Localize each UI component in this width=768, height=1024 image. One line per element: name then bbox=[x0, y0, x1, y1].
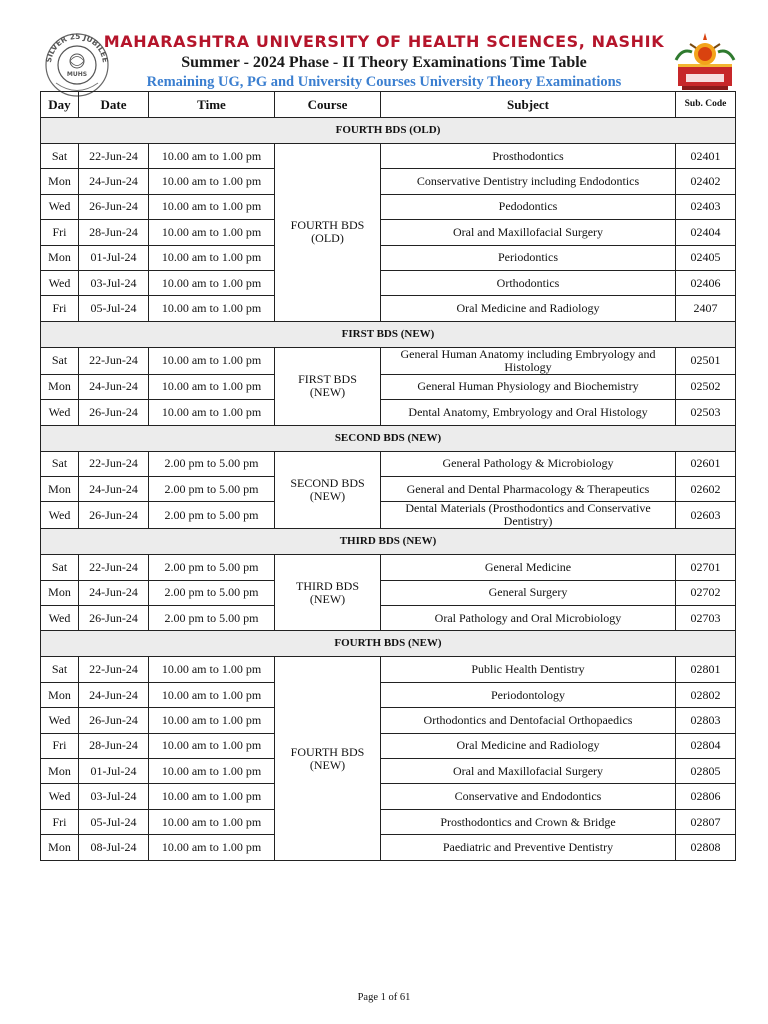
table-header-row bbox=[41, 92, 736, 118]
cell-time: 10.00 am to 1.00 pm bbox=[149, 220, 275, 245]
table-row bbox=[41, 451, 736, 476]
cell-day: Wed bbox=[41, 194, 79, 219]
table-row bbox=[41, 733, 736, 758]
cell-day: Wed bbox=[41, 270, 79, 295]
cell-subject: General Human Anatomy including Embryology and Histology bbox=[381, 347, 676, 374]
cell-subject: General Pathology & Microbiology bbox=[381, 451, 676, 476]
logo-arc-text: SILVER 25 JUBILEE bbox=[44, 31, 110, 64]
cell-date: 26-Jun-24 bbox=[79, 606, 149, 631]
cell-sub-code: 02801 bbox=[676, 657, 736, 682]
cell-day: Mon bbox=[41, 169, 79, 194]
cell-sub-code: 2407 bbox=[676, 296, 736, 321]
cell-course: FOURTH BDS (NEW) bbox=[275, 657, 381, 860]
table-row bbox=[41, 374, 736, 399]
cell-course: THIRD BDS (NEW) bbox=[275, 555, 381, 631]
university-title: MAHARASHTRA UNIVERSITY OF HEALTH SCIENCES, NASHIK bbox=[103, 32, 665, 51]
cell-subject: General Surgery bbox=[381, 580, 676, 605]
logo-center-text: MUHS bbox=[66, 71, 88, 78]
cell-date: 24-Jun-24 bbox=[79, 169, 149, 194]
cell-date: 01-Jul-24 bbox=[79, 759, 149, 784]
cell-day: Mon bbox=[41, 682, 79, 707]
table-row bbox=[41, 555, 736, 580]
cell-subject: General and Dental Pharmacology & Therapeutics bbox=[381, 476, 676, 501]
cell-subject: Conservative Dentistry including Endodontics bbox=[381, 169, 676, 194]
table-row bbox=[41, 580, 736, 605]
table-row bbox=[41, 476, 736, 501]
section-header-row bbox=[41, 425, 736, 451]
table-row bbox=[41, 400, 736, 425]
table-row bbox=[41, 784, 736, 809]
section-title: FIRST BDS (NEW) bbox=[41, 321, 736, 347]
cell-course: FOURTH BDS (OLD) bbox=[275, 144, 381, 322]
table-row bbox=[41, 657, 736, 682]
cell-day: Sat bbox=[41, 555, 79, 580]
cell-date: 24-Jun-24 bbox=[79, 476, 149, 501]
cell-date: 01-Jul-24 bbox=[79, 245, 149, 270]
column-header-day: Day bbox=[41, 92, 79, 118]
table-row bbox=[41, 144, 736, 169]
cell-date: 03-Jul-24 bbox=[79, 270, 149, 295]
timetable bbox=[40, 91, 736, 861]
cell-subject: Oral Medicine and Radiology bbox=[381, 296, 676, 321]
cell-day: Wed bbox=[41, 502, 79, 529]
cell-date: 22-Jun-24 bbox=[79, 144, 149, 169]
cell-subject: Dental Materials (Prosthodontics and Conservative Dentistry) bbox=[381, 502, 676, 529]
cell-subject: Oral Pathology and Oral Microbiology bbox=[381, 606, 676, 631]
cell-day: Fri bbox=[41, 809, 79, 834]
cell-subject: General Medicine bbox=[381, 555, 676, 580]
cell-time: 2.00 pm to 5.00 pm bbox=[149, 476, 275, 501]
table-row bbox=[41, 220, 736, 245]
cell-time: 10.00 am to 1.00 pm bbox=[149, 270, 275, 295]
cell-day: Wed bbox=[41, 708, 79, 733]
cell-sub-code: 02601 bbox=[676, 451, 736, 476]
cell-subject: Conservative and Endodontics bbox=[381, 784, 676, 809]
section-header-row bbox=[41, 631, 736, 657]
cell-sub-code: 02403 bbox=[676, 194, 736, 219]
cell-time: 10.00 am to 1.00 pm bbox=[149, 400, 275, 425]
cell-time: 10.00 am to 1.00 pm bbox=[149, 835, 275, 860]
cell-day: Sat bbox=[41, 347, 79, 374]
cell-sub-code: 02808 bbox=[676, 835, 736, 860]
table-row bbox=[41, 270, 736, 295]
cell-date: 05-Jul-24 bbox=[79, 809, 149, 834]
cell-sub-code: 02602 bbox=[676, 476, 736, 501]
cell-day: Fri bbox=[41, 220, 79, 245]
cell-time: 10.00 am to 1.00 pm bbox=[149, 759, 275, 784]
cell-day: Sat bbox=[41, 451, 79, 476]
university-emblem-icon bbox=[672, 30, 738, 92]
cell-date: 24-Jun-24 bbox=[79, 374, 149, 399]
cell-time: 10.00 am to 1.00 pm bbox=[149, 733, 275, 758]
cell-time: 2.00 pm to 5.00 pm bbox=[149, 451, 275, 476]
cell-date: 26-Jun-24 bbox=[79, 194, 149, 219]
cell-date: 26-Jun-24 bbox=[79, 708, 149, 733]
cell-day: Mon bbox=[41, 476, 79, 501]
column-header-sub-code: Sub. Code bbox=[676, 92, 736, 118]
cell-time: 10.00 am to 1.00 pm bbox=[149, 374, 275, 399]
table-row bbox=[41, 194, 736, 219]
table-row bbox=[41, 502, 736, 529]
section-title: FOURTH BDS (OLD) bbox=[41, 118, 736, 144]
column-header-course: Course bbox=[275, 92, 381, 118]
table-row bbox=[41, 169, 736, 194]
column-header-subject: Subject bbox=[381, 92, 676, 118]
cell-sub-code: 02502 bbox=[676, 374, 736, 399]
page-number: Page 1 of 61 bbox=[357, 992, 411, 1003]
section-header-row bbox=[41, 118, 736, 144]
cell-date: 22-Jun-24 bbox=[79, 555, 149, 580]
cell-date: 22-Jun-24 bbox=[79, 347, 149, 374]
table-row bbox=[41, 682, 736, 707]
cell-time: 10.00 am to 1.00 pm bbox=[149, 194, 275, 219]
cell-date: 03-Jul-24 bbox=[79, 784, 149, 809]
table-row bbox=[41, 606, 736, 631]
cell-time: 10.00 am to 1.00 pm bbox=[149, 809, 275, 834]
cell-sub-code: 02406 bbox=[676, 270, 736, 295]
table-row bbox=[41, 809, 736, 834]
section-title: SECOND BDS (NEW) bbox=[41, 425, 736, 451]
cell-subject: Oral Medicine and Radiology bbox=[381, 733, 676, 758]
cell-sub-code: 02804 bbox=[676, 733, 736, 758]
table-row bbox=[41, 347, 736, 374]
cell-sub-code: 02806 bbox=[676, 784, 736, 809]
cell-day: Mon bbox=[41, 245, 79, 270]
cell-sub-code: 02702 bbox=[676, 580, 736, 605]
table-row bbox=[41, 759, 736, 784]
cell-date: 28-Jun-24 bbox=[79, 733, 149, 758]
cell-date: 26-Jun-24 bbox=[79, 502, 149, 529]
section-header-row bbox=[41, 529, 736, 555]
cell-time: 10.00 am to 1.00 pm bbox=[149, 682, 275, 707]
cell-date: 24-Jun-24 bbox=[79, 580, 149, 605]
cell-subject: Paediatric and Preventive Dentistry bbox=[381, 835, 676, 860]
cell-day: Wed bbox=[41, 606, 79, 631]
cell-time: 10.00 am to 1.00 pm bbox=[149, 245, 275, 270]
cell-sub-code: 02805 bbox=[676, 759, 736, 784]
cell-sub-code: 02401 bbox=[676, 144, 736, 169]
cell-sub-code: 02807 bbox=[676, 809, 736, 834]
section-title: THIRD BDS (NEW) bbox=[41, 529, 736, 555]
cell-day: Mon bbox=[41, 374, 79, 399]
cell-day: Mon bbox=[41, 835, 79, 860]
cell-time: 2.00 pm to 5.00 pm bbox=[149, 580, 275, 605]
cell-time: 10.00 am to 1.00 pm bbox=[149, 657, 275, 682]
cell-sub-code: 02701 bbox=[676, 555, 736, 580]
cell-subject: Prosthodontics bbox=[381, 144, 676, 169]
document-header bbox=[0, 0, 768, 92]
cell-course: FIRST BDS (NEW) bbox=[275, 347, 381, 425]
cell-time: 10.00 am to 1.00 pm bbox=[149, 347, 275, 374]
column-header-date: Date bbox=[79, 92, 149, 118]
section-header-row bbox=[41, 321, 736, 347]
cell-subject: Oral and Maxillofacial Surgery bbox=[381, 759, 676, 784]
cell-subject: Prosthodontics and Crown & Bridge bbox=[381, 809, 676, 834]
cell-sub-code: 02501 bbox=[676, 347, 736, 374]
column-header-time: Time bbox=[149, 92, 275, 118]
table-row bbox=[41, 245, 736, 270]
table-row bbox=[41, 296, 736, 321]
cell-sub-code: 02404 bbox=[676, 220, 736, 245]
section-title: FOURTH BDS (NEW) bbox=[41, 631, 736, 657]
cell-time: 10.00 am to 1.00 pm bbox=[149, 708, 275, 733]
cell-day: Fri bbox=[41, 733, 79, 758]
table-row bbox=[41, 835, 736, 860]
cell-time: 2.00 pm to 5.00 pm bbox=[149, 555, 275, 580]
cell-day: Sat bbox=[41, 657, 79, 682]
cell-sub-code: 02803 bbox=[676, 708, 736, 733]
cell-day: Wed bbox=[41, 400, 79, 425]
cell-subject: Pedodontics bbox=[381, 194, 676, 219]
cell-day: Mon bbox=[41, 759, 79, 784]
table-row bbox=[41, 708, 736, 733]
cell-sub-code: 02603 bbox=[676, 502, 736, 529]
cell-day: Fri bbox=[41, 296, 79, 321]
cell-sub-code: 02405 bbox=[676, 245, 736, 270]
timetable-body bbox=[41, 118, 736, 861]
cell-sub-code: 02802 bbox=[676, 682, 736, 707]
cell-time: 10.00 am to 1.00 pm bbox=[149, 169, 275, 194]
cell-time: 2.00 pm to 5.00 pm bbox=[149, 502, 275, 529]
cell-time: 10.00 am to 1.00 pm bbox=[149, 144, 275, 169]
cell-sub-code: 02402 bbox=[676, 169, 736, 194]
cell-date: 22-Jun-24 bbox=[79, 657, 149, 682]
cell-day: Sat bbox=[41, 144, 79, 169]
cell-subject: Orthodontics bbox=[381, 270, 676, 295]
cell-date: 08-Jul-24 bbox=[79, 835, 149, 860]
cell-date: 24-Jun-24 bbox=[79, 682, 149, 707]
cell-subject: General Human Physiology and Biochemistry bbox=[381, 374, 676, 399]
cell-sub-code: 02703 bbox=[676, 606, 736, 631]
cell-day: Mon bbox=[41, 580, 79, 605]
cell-date: 28-Jun-24 bbox=[79, 220, 149, 245]
cell-day: Wed bbox=[41, 784, 79, 809]
cell-subject: Oral and Maxillofacial Surgery bbox=[381, 220, 676, 245]
cell-subject: Periodontology bbox=[381, 682, 676, 707]
cell-sub-code: 02503 bbox=[676, 400, 736, 425]
cell-time: 10.00 am to 1.00 pm bbox=[149, 296, 275, 321]
cell-time: 2.00 pm to 5.00 pm bbox=[149, 606, 275, 631]
cell-subject: Public Health Dentistry bbox=[381, 657, 676, 682]
cell-date: 26-Jun-24 bbox=[79, 400, 149, 425]
cell-course: SECOND BDS (NEW) bbox=[275, 451, 381, 529]
timetable-subtitle: Remaining UG, PG and University Courses University Theory Examinations bbox=[146, 74, 622, 90]
cell-date: 05-Jul-24 bbox=[79, 296, 149, 321]
cell-time: 10.00 am to 1.00 pm bbox=[149, 784, 275, 809]
cell-subject: Dental Anatomy, Embryology and Oral Histology bbox=[381, 400, 676, 425]
cell-subject: Orthodontics and Dentofacial Orthopaedics bbox=[381, 708, 676, 733]
cell-date: 22-Jun-24 bbox=[79, 451, 149, 476]
cell-subject: Periodontics bbox=[381, 245, 676, 270]
timetable-title: Summer - 2024 Phase - II Theory Examinations Time Table bbox=[181, 54, 587, 71]
